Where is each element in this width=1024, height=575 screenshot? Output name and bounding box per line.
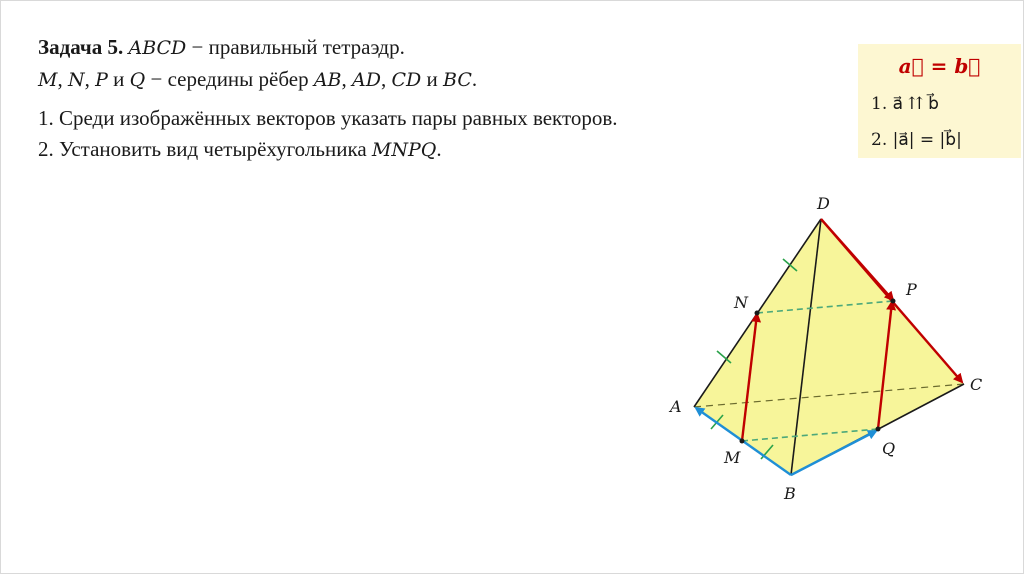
sep: и <box>421 67 444 91</box>
problem-heading: Задача 5. <box>38 35 124 59</box>
rule-header: a⃗ = b⃗ <box>898 54 981 78</box>
edge-ad: AD <box>352 69 381 91</box>
midpoints-text: середины рёбер <box>167 67 314 91</box>
point-q-dot <box>876 427 881 432</box>
rule-codirectional: 1. a⃗ ⇈ b⃗ <box>871 94 939 114</box>
point-n-dot <box>755 311 760 316</box>
label-c: C <box>970 375 983 394</box>
label-b: B <box>784 484 796 503</box>
label-n: N <box>734 293 748 312</box>
tetrahedron-diagram <box>1 1 1024 575</box>
quadrilateral-name: MNPQ <box>371 139 437 161</box>
edge-ab: AB <box>313 69 342 91</box>
rule-equal-length: 2. |a⃗| = |b⃗| <box>871 130 962 150</box>
point-q: Q <box>129 69 146 91</box>
sep: , <box>84 67 96 91</box>
sep: . <box>436 137 442 161</box>
sep: и <box>107 67 130 91</box>
statement-text: правильный тетраэдр. <box>208 35 405 59</box>
point-n: N <box>67 69 85 91</box>
dash: − <box>186 35 209 59</box>
sep: . <box>471 67 478 91</box>
edge-cd: CD <box>391 69 422 91</box>
label-m: M <box>724 448 741 467</box>
task-1: 1. Среди изображённых векторов указать пары равных векторов. <box>38 106 618 130</box>
task-2-text: 2. Установить вид четырёхугольника <box>38 137 372 161</box>
point-p-dot <box>891 299 896 304</box>
label-a: A <box>670 397 682 416</box>
sep: − <box>145 67 168 91</box>
label-p: P <box>906 280 917 299</box>
edge-bc: BC <box>443 69 472 91</box>
sep: , <box>380 67 392 91</box>
point-m-dot <box>740 439 745 444</box>
sep: , <box>341 67 353 91</box>
point-m: M <box>38 69 58 91</box>
point-p: P <box>95 69 108 91</box>
label-d: D <box>817 194 830 213</box>
figure-name: ABCD <box>128 37 187 59</box>
sep: , <box>57 67 68 91</box>
label-q: Q <box>882 439 896 458</box>
